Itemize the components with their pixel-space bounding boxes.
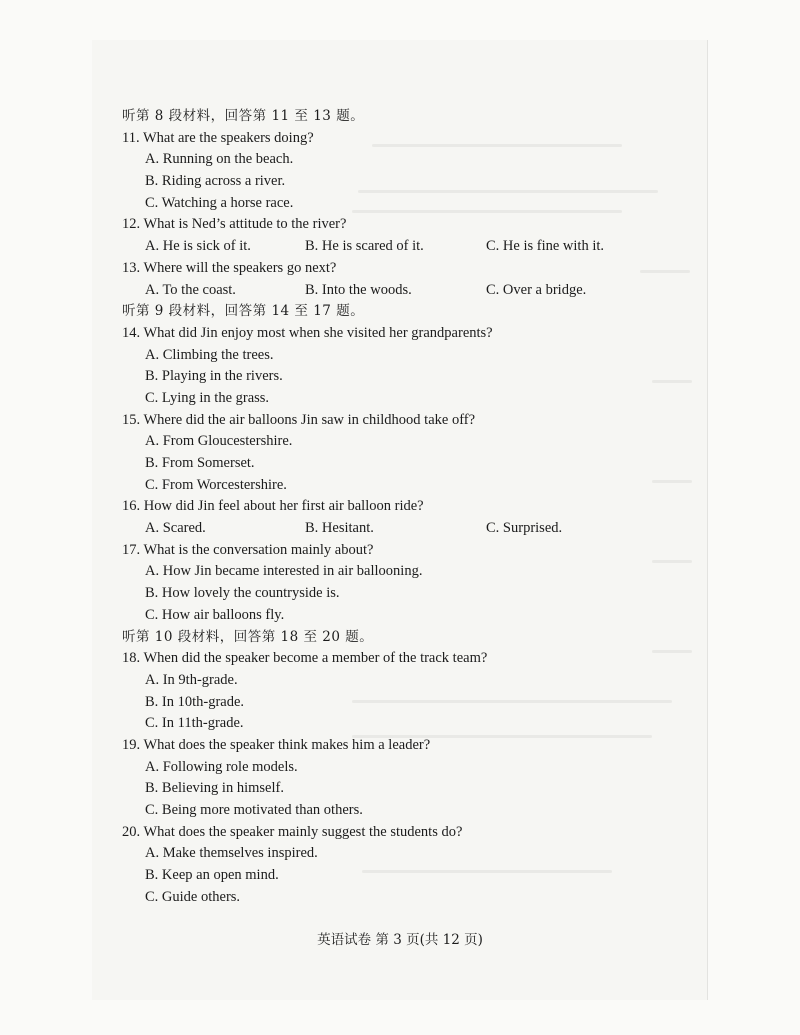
section-instruction: 听第 10 段材料，回答第 18 至 20 题。 xyxy=(122,628,374,645)
page-footer: 英语试卷 第 3 页(共 12 页) xyxy=(317,932,483,948)
options-row xyxy=(122,518,682,540)
question-text: 16. How did Jin feel about her first air balloon ride? xyxy=(122,498,424,515)
option-a: A. He is sick of it. xyxy=(145,238,251,255)
paper-fold-line xyxy=(707,40,708,1000)
option-c: C. In 11th-grade. xyxy=(145,715,244,732)
question-text: 15. Where did the air balloons Jin saw in childhood take off? xyxy=(122,411,476,428)
option-a: A. Running on the beach. xyxy=(145,151,294,168)
option-a: A. How Jin became interested in air ballooning. xyxy=(145,563,423,580)
questions-block xyxy=(122,106,682,908)
option-b: B. Hesitant. xyxy=(305,520,374,537)
option-b: B. He is scared of it. xyxy=(305,238,424,255)
question-text: 19. What does the speaker think makes him a leader? xyxy=(122,736,431,753)
question-text: 17. What is the conversation mainly about? xyxy=(122,541,374,558)
option-b: B. In 10th-grade. xyxy=(145,693,245,710)
option-b: B. How lovely the countryside is. xyxy=(145,585,340,602)
question-text: 13. Where will the speakers go next? xyxy=(122,259,337,276)
option-c: C. Lying in the grass. xyxy=(145,389,270,406)
option-a: A. Climbing the trees. xyxy=(145,346,274,363)
options-row xyxy=(122,236,682,258)
option-b: B. Riding across a river. xyxy=(145,173,286,190)
option-b: B. Into the woods. xyxy=(305,281,412,298)
option-c: C. How air balloons fly. xyxy=(145,606,285,623)
option-b: B. Keep an open mind. xyxy=(145,867,279,884)
option-b: B. Believing in himself. xyxy=(145,780,284,797)
question-text: 11. What are the speakers doing? xyxy=(122,129,314,146)
section-instruction: 听第 9 段材料，回答第 14 至 17 题。 xyxy=(122,303,365,320)
option-a: A. From Gloucestershire. xyxy=(145,433,293,450)
option-b: B. Playing in the rivers. xyxy=(145,368,283,385)
question-text: 20. What does the speaker mainly suggest the students do? xyxy=(122,823,463,840)
option-b: B. From Somerset. xyxy=(145,455,255,471)
option-c: C. Watching a horse race. xyxy=(145,194,294,211)
question-text: 12. What is Ned’s attitude to the river? xyxy=(122,216,347,233)
option-a: A. Make themselves inspired. xyxy=(145,845,318,862)
option-a: A. To the coast. xyxy=(145,281,236,298)
options-row xyxy=(122,280,682,302)
option-a: A. Following role models. xyxy=(145,758,298,775)
question-text: 14. What did Jin enjoy most when she visited her grandparents? xyxy=(122,324,493,341)
option-c: C. Over a bridge. xyxy=(486,281,587,298)
option-a: A. Scared. xyxy=(145,520,206,537)
question-text: 18. When did the speaker become a member of the track team? xyxy=(122,650,488,667)
option-c: C. He is fine with it. xyxy=(486,238,605,255)
option-c: C. From Worcestershire. xyxy=(145,476,287,493)
option-a: A. In 9th-grade. xyxy=(145,671,238,688)
section-instruction: 听第 8 段材料，回答第 11 至 13 题。 xyxy=(122,108,365,124)
option-c: C. Being more motivated than others. xyxy=(145,802,363,818)
option-c: C. Surprised. xyxy=(486,520,563,537)
option-c: C. Guide others. xyxy=(145,888,241,905)
